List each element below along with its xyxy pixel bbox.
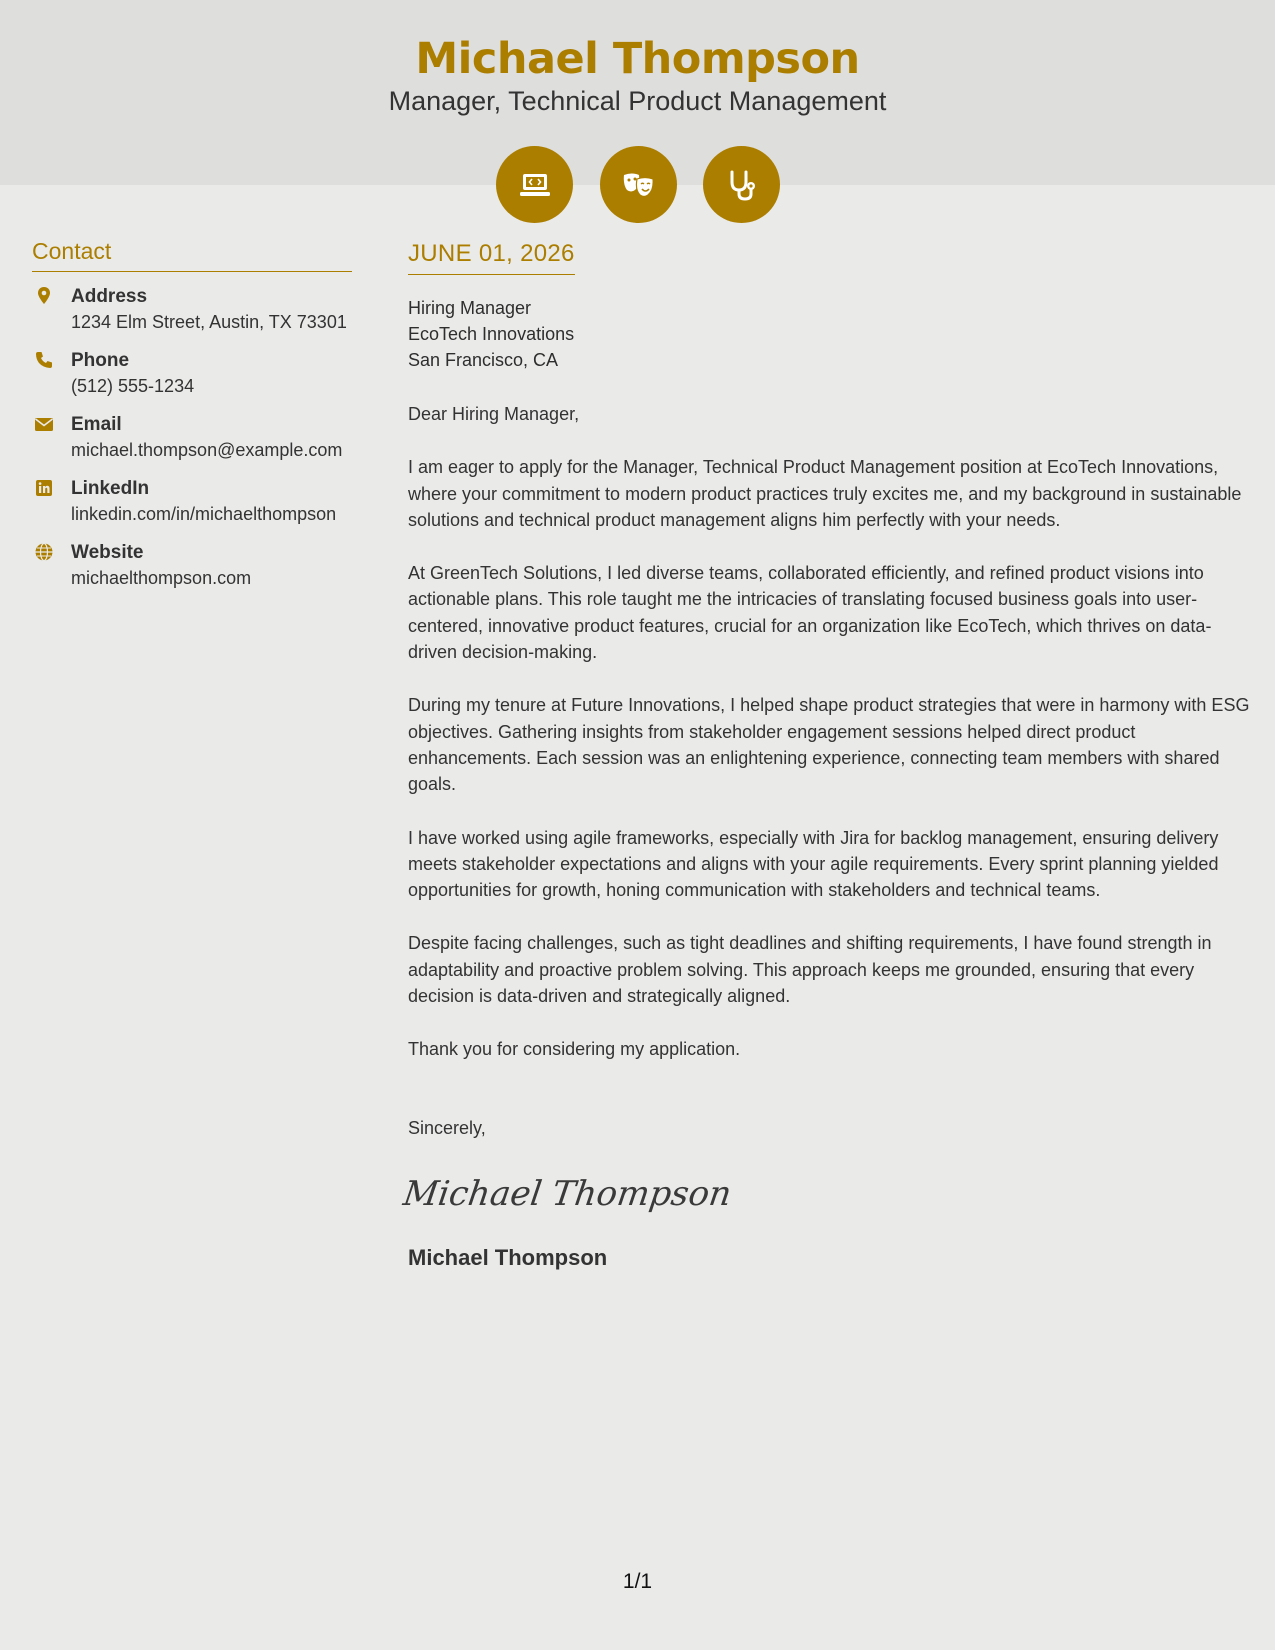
contact-item-email (32, 412, 352, 462)
signer-name: Michael Thompson (408, 1244, 608, 1270)
linkedin-icon (34, 478, 54, 498)
svg-text:Michael Thompson: Michael Thompson (400, 1174, 734, 1214)
contact-item-address (32, 284, 352, 334)
contact-item-linkedin (32, 476, 352, 526)
body-paragraph: Thank you for considering my application. (408, 1039, 741, 1060)
contact-section-title: Contact (32, 238, 352, 272)
phone-value: (512) 555-1234 (71, 376, 195, 396)
contact-item-phone (32, 348, 352, 398)
phone-icon (34, 350, 54, 370)
contact-sidebar (32, 238, 352, 604)
envelope-icon (34, 414, 54, 434)
laptop-code-icon (496, 146, 573, 223)
phone-label: Phone (71, 350, 130, 371)
linkedin-value[interactable]: linkedin.com/in/michaelthompson (71, 504, 337, 524)
website-label: Website (71, 542, 144, 563)
linkedin-label: LinkedIn (71, 478, 150, 499)
body-paragraph: I am eager to apply for the Manager, Technical Product Management position at EcoTech Innovations, where your commitment to modern product practices truly excites me, and my background in sustainable solutions and technical product management aligns him perfectly with your needs. (408, 457, 1242, 530)
stethoscope-icon (703, 146, 780, 223)
cover-letter (400, 240, 1253, 1271)
email-value[interactable]: michael.thompson@example.com (71, 440, 343, 460)
recipient-block (408, 295, 1253, 373)
address-value: 1234 Elm Street, Austin, TX 73301 (71, 312, 347, 332)
body-paragraph: I have worked using agile frameworks, especially with Jira for backlog management, ensuring delivery meets stakeholder expectations and aligns with your agile requirements. Every sprint planning yielded opportunities for growth, honing communication with stakeholders and technical teams. (408, 827, 1219, 901)
job-title: Manager, Technical Product Management (388, 86, 887, 116)
recipient-line: Hiring Manager (408, 298, 532, 318)
website-value[interactable]: michaelthompson.com (71, 568, 252, 588)
email-label: Email (71, 414, 122, 435)
applicant-name: Michael Thompson (415, 34, 860, 84)
recipient-line: EcoTech Innovations (408, 324, 575, 344)
body-paragraph: During my tenure at Future Innovations, I helped shape product strategies that were in harmony with ESG objectives. Gathering insights from stakeholder engagement sessions helped direct product enhancements. Each session was an enlightening experience, connecting team members with shared goals. (408, 695, 1250, 795)
body-paragraph: Despite facing challenges, such as tight deadlines and shifting requirements, I have found strength in adaptability and proactive problem solving. This approach keeps me grounded, ensuring that every decision is data-driven and strategically aligned. (408, 933, 1212, 1007)
recipient-line: San Francisco, CA (408, 350, 559, 370)
closing: Sincerely, (408, 1117, 486, 1138)
header-icons (496, 146, 780, 224)
letter-date: JUNE 01, 2026 (408, 240, 575, 275)
map-pin-icon (34, 286, 54, 306)
globe-icon (34, 542, 54, 562)
body-paragraph: At GreenTech Solutions, I led diverse teams, collaborated efficiently, and refined product visions into actionable plans. This role taught me the intricacies of translating focused business goals into user-centered, innovative product features, crucial for an organization like EcoTech, which thrives on data-driven decision-making. (408, 563, 1212, 663)
page-number: 1/1 (622, 1570, 653, 1593)
contact-item-website (32, 540, 352, 590)
contact-list (32, 284, 352, 590)
handwritten-signature (400, 1163, 734, 1223)
salutation: Dear Hiring Manager, (408, 404, 580, 424)
address-label: Address (71, 286, 148, 307)
theater-masks-icon (600, 146, 677, 223)
